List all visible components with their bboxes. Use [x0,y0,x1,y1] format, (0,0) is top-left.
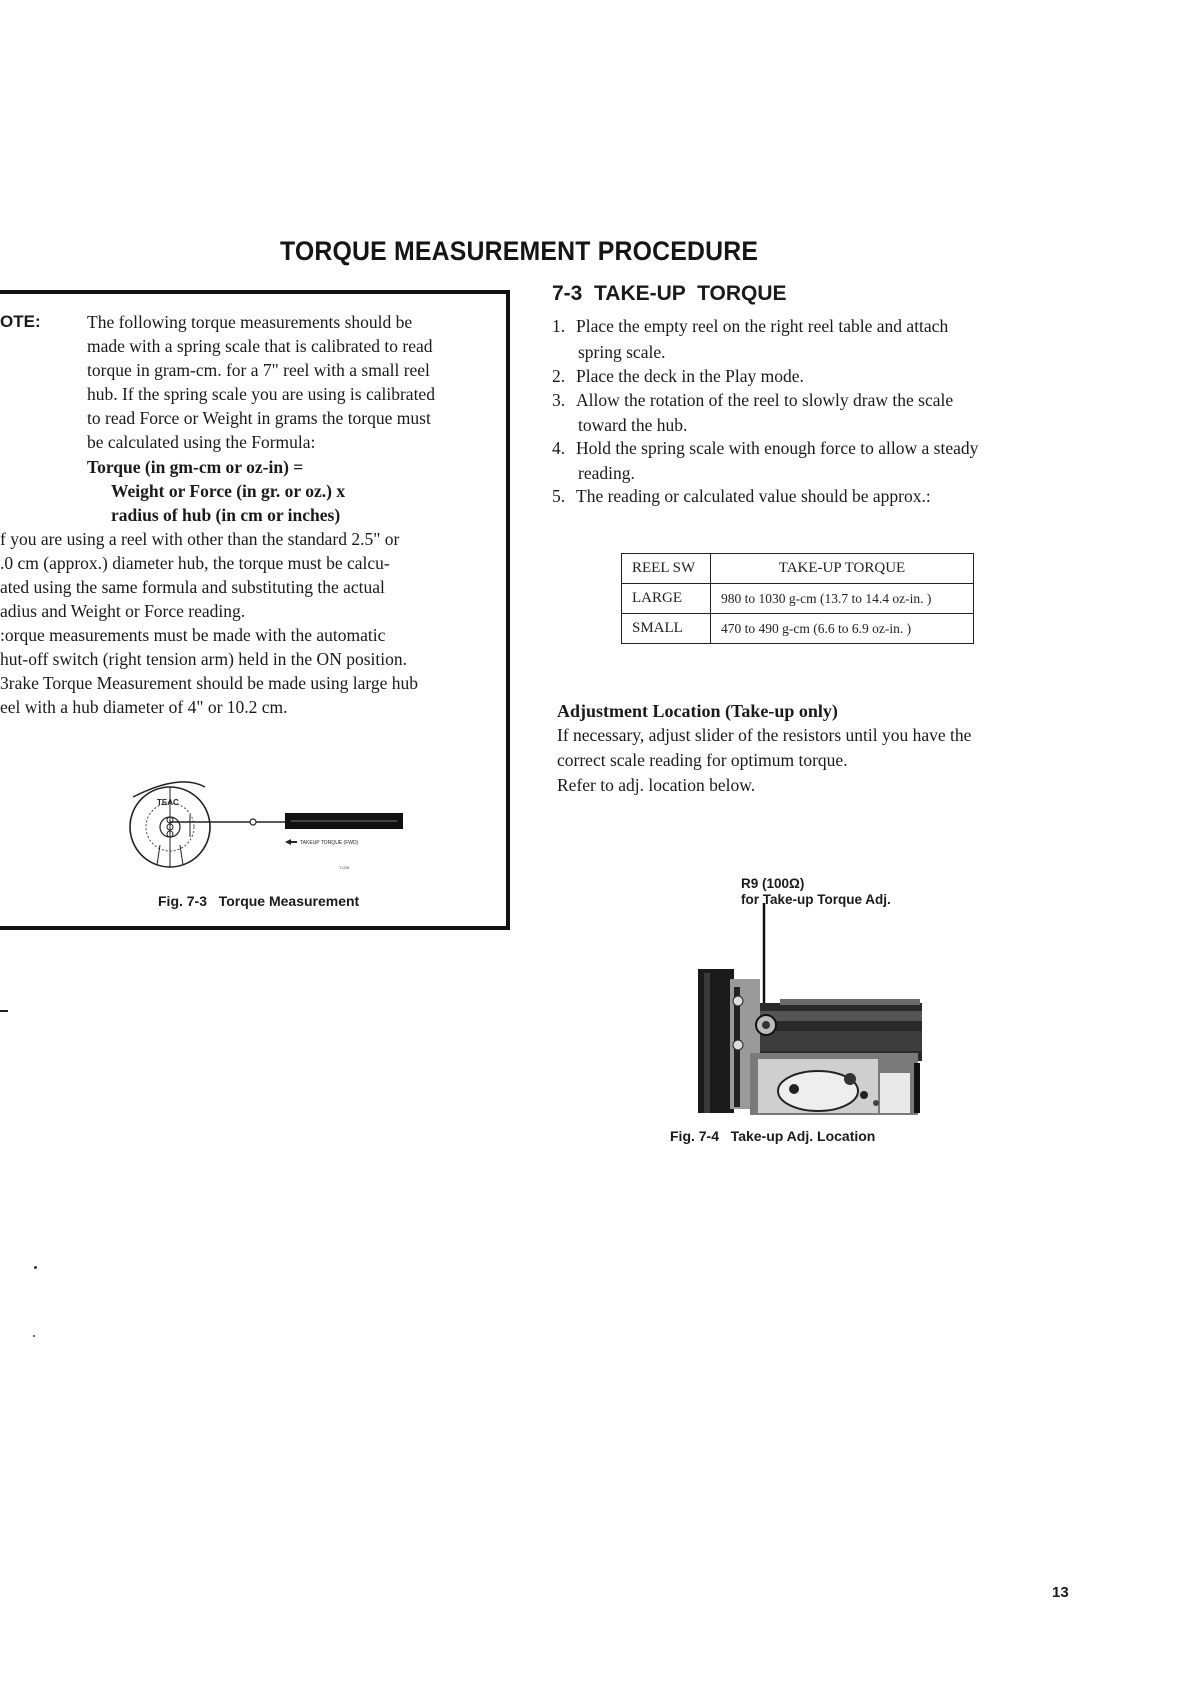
r9-description: for Take-up Torque Adj. [741,892,891,907]
step-number: 4. [552,438,566,458]
table-cell: 470 to 490 g-cm (6.6 to 6.9 oz-in. ) [711,614,974,644]
note-paragraph-line: .0 cm (approx.) diameter hub, the torque must be calcu- [0,553,390,573]
note-line: hub. If the spring scale you are using is calibrated [87,384,435,404]
formula-line: radius of hub (in cm or inches) [111,505,341,525]
table-header-row [622,554,974,584]
table-header: TAKE-UP TORQUE [711,554,974,584]
r9-label: R9 (100Ω) [741,876,805,891]
torque-measurement-figure [125,775,415,890]
step-text: Place the empty reel on the right reel table and attach [576,316,949,336]
note-line: torque in gram-cm. for a 7" reel with a small reel [87,360,430,380]
note-paragraph-line: hut-off switch (right tension arm) held in the ON position. [0,649,407,669]
adjustment-line: If necessary, adjust slider of the resistors until you have the [557,725,972,745]
step-number: 1. [552,316,566,336]
cut-prefix: : [0,625,5,645]
figure-code: T-026 [339,865,350,870]
scan-speck [34,1266,37,1269]
step-text: Place the deck in the Play mode. [576,366,804,386]
scan-mark [0,1010,8,1012]
step-text: Allow the rotation of the reel to slowly draw the scale [576,390,954,410]
scan-speck [33,1335,35,1337]
step-number: 3. [552,390,566,410]
torque-table [621,553,974,644]
step-number: 2. [552,366,566,386]
table-row [622,614,974,644]
note-paragraph-line: ated using the same formula and substituting the actual [0,577,385,597]
scale-label: TAKEUP TORQUE (FWD) [300,840,359,846]
table-cell: SMALL [622,614,711,644]
note-paragraph-line: :orque measurements must be made with the automatic [0,625,386,645]
table-cell: LARGE [622,584,711,614]
step-text-continued: toward the hub. [578,415,688,435]
section-title: 7-3 TAKE-UP TORQUE [552,282,787,305]
page-title: TORQUE MEASUREMENT PROCEDURE [280,236,759,266]
note-label: OTE: [0,312,41,331]
step-text: The reading or calculated value should be approx.: [576,486,931,506]
note-line: The following torque measurements should be [87,312,413,332]
table-header: REEL SW [622,554,711,584]
note-paragraph-line: 3rake Torque Measurement should be made using large hub [0,673,419,693]
formula-line: Weight or Force (in gr. or oz.) x [111,481,346,501]
note-line: be calculated using the Formula: [87,432,316,452]
reel-and-spring-scale-drawing [125,775,415,890]
figure-caption: Fig. 7-3 Torque Measurement [158,893,360,909]
formula-line: Torque (in gm-cm or oz-in) = [87,457,304,477]
step-number: 5. [552,486,566,506]
deck-mechanism-photo [690,903,930,1115]
note-line: to read Force or Weight in grams the torque must [87,408,431,428]
figure-caption: Fig. 7-4 Take-up Adj. Location [670,1128,876,1144]
note-paragraph-line: adius and Weight or Force reading. [0,601,246,621]
note-paragraph-line: eel with a hub diameter of 4" or 10.2 cm. [0,697,288,717]
note-paragraph-line: f you are using a reel with other than the standard 2.5" or [0,529,400,549]
table-cell: 980 to 1030 g-cm (13.7 to 14.4 oz-in. ) [711,584,974,614]
page-number: 13 [1052,1584,1069,1601]
reel-label: TEAC [157,798,179,807]
step-text-continued: reading. [578,463,635,483]
table-row [622,584,974,614]
adjustment-line: Refer to adj. location below. [557,775,756,795]
take-up-adjustment-photo [690,903,930,1115]
step-text: Hold the spring scale with enough force to allow a steady [576,438,979,458]
adjustment-title: Adjustment Location (Take-up only) [557,701,838,721]
step-text-continued: spring scale. [578,342,666,362]
note-line: made with a spring scale that is calibrated to read [87,336,433,356]
adjustment-line: correct scale reading for optimum torque. [557,750,848,770]
cut-prefix: 3 [0,673,9,693]
